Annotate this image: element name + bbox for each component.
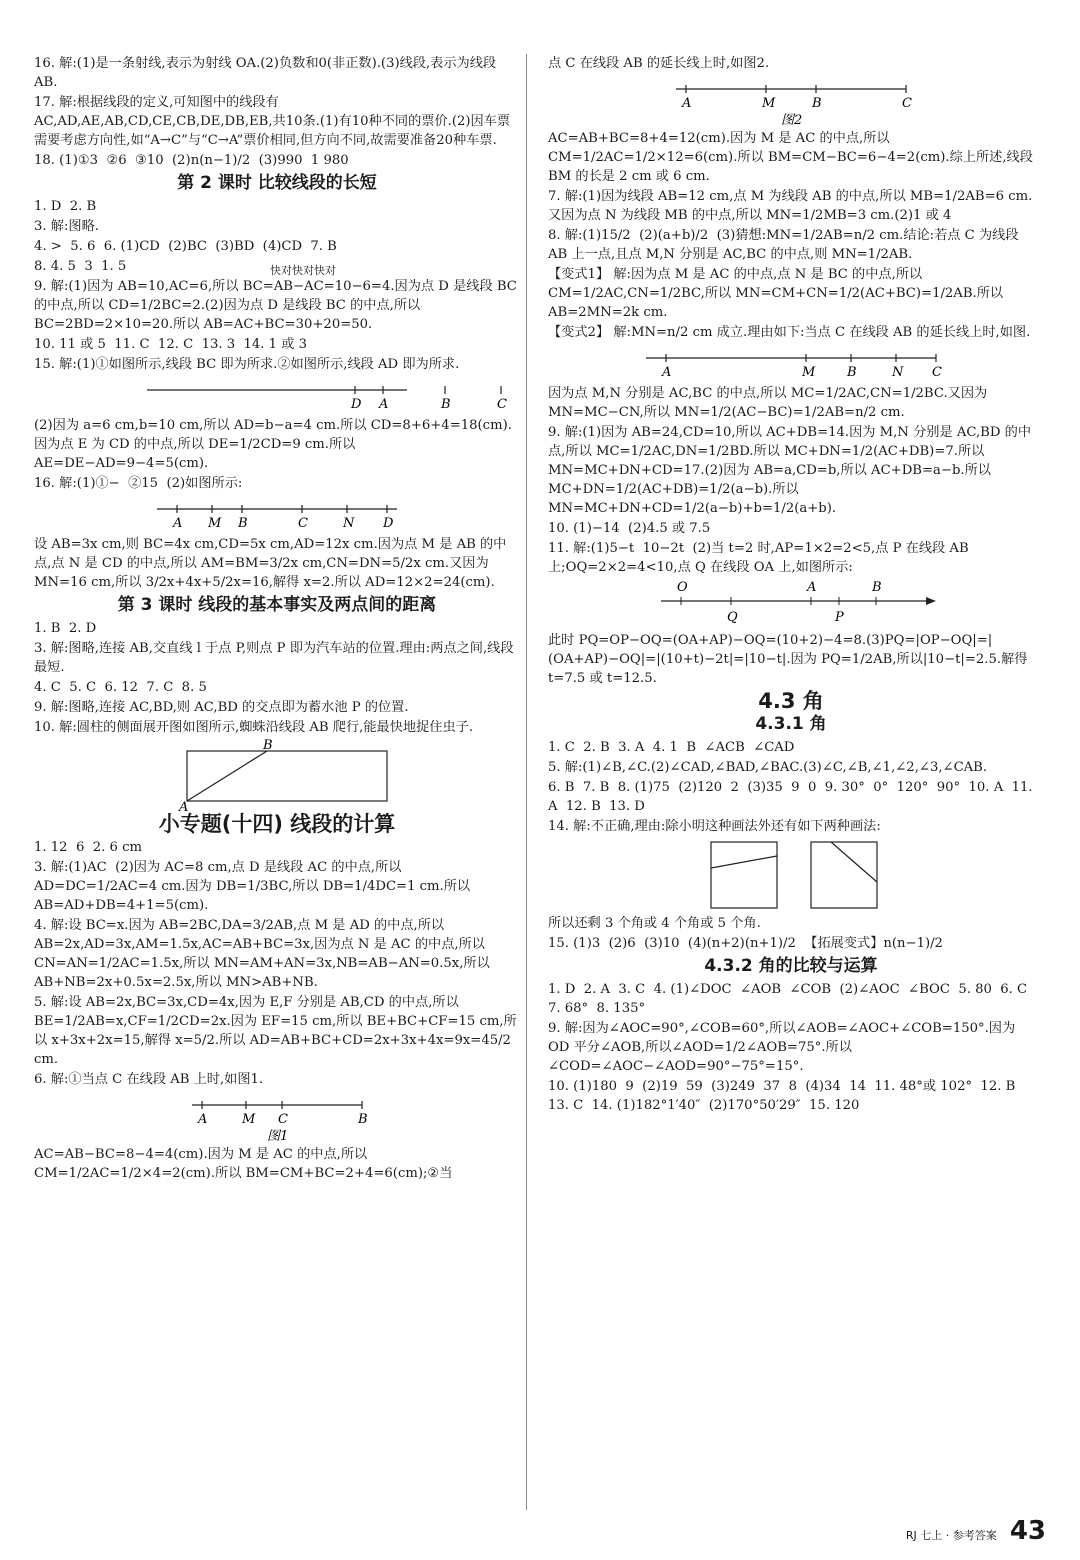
figure-wrapper bbox=[548, 579, 1034, 629]
answer-paragraph: 1. 12 6 2. 6 cm bbox=[34, 840, 142, 855]
point-label: B bbox=[441, 397, 451, 412]
answer-paragraph: 14. 解:不正确,理由:除小明这种画法外还有如下两种画法: bbox=[548, 819, 881, 834]
figure-caption: 图2 bbox=[781, 113, 803, 128]
point-label: N bbox=[343, 516, 355, 531]
fig14-figure bbox=[691, 838, 891, 912]
figure-wrapper bbox=[34, 738, 520, 815]
point-label: D bbox=[351, 397, 362, 412]
section-heading: 小专题(十四) 线段的计算 bbox=[158, 812, 396, 836]
figure-caption: 图1 bbox=[267, 1129, 289, 1144]
fig1-figure bbox=[172, 1091, 382, 1143]
point-label: A bbox=[682, 96, 692, 111]
footer-tag: RJ 七上 · 参考答案 bbox=[905, 1529, 997, 1542]
point-label: P bbox=[835, 610, 844, 625]
right-column bbox=[548, 54, 1038, 1116]
point-label: C bbox=[278, 1112, 288, 1127]
point-label: O bbox=[677, 580, 688, 595]
section-heading: 4.3.2 角的比较与运算 bbox=[704, 956, 878, 976]
point-label: M bbox=[242, 1112, 256, 1127]
answer-paragraph: 10. (1)180 9 (2)19 59 (3)249 37 8 (4)34 14 11. 48°或 102° 12. B 13. C 14. (1)182°1′40″ (2)170°50′29″ 15. 120 bbox=[548, 1079, 1024, 1113]
point-label: B bbox=[812, 96, 822, 111]
point-label: A bbox=[807, 580, 817, 595]
answer-paragraph: 【变式2】 解:MN=n/2 cm 成立.理由如下:当点 C 在线段 AB 的延长线上时,如图. bbox=[548, 325, 1031, 340]
answer-paragraph: 1. B 2. D bbox=[34, 621, 97, 636]
answer-paragraph: 10. 解:圆柱的侧面展开图如图所示,蜘蛛沿线段 AB 爬行,能最快地捉住虫子. bbox=[34, 720, 474, 735]
fig15-figure bbox=[127, 376, 507, 414]
answer-paragraph: AC=AB−BC=8−4=4(cm).因为 M 是 AC 的中点,所以 CM=1/2AC=1/2×4=2(cm).所以 BM=CM+BC=2+4=6(cm);②当 bbox=[34, 1147, 453, 1181]
answer-paragraph: (2)因为 a=6 cm,b=10 cm,所以 AD=b−a=4 cm.所以 CD=8+6+4=18(cm).因为点 E 为 CD 的中点,所以 DE=1/2CD=9 cm.所以 AE=DE−AD=9−4=5(cm). bbox=[34, 418, 512, 471]
answer-paragraph: 所以还剩 3 个角或 4 个角或 5 个角. bbox=[548, 916, 761, 931]
point-label: D bbox=[383, 516, 394, 531]
point-label: A bbox=[173, 516, 183, 531]
point-label: A bbox=[662, 365, 672, 380]
figure-wrapper bbox=[548, 838, 1034, 912]
cylinder-unfolded-rect bbox=[187, 751, 387, 801]
answer-paragraph: 4. 解:设 BC=x.因为 AB=2BC,DA=3/2AB,点 M 是 AD 的中点,所以 AB=2x,AD=3x,AM=1.5x,AC=AB+BC=3x,因为点 N 是 AC 的中点,所以 CN=AN=1/2AC=1.5x,所以 MN=AM+AN=3x,NB=AB−AN=0.5x,所以 AB+NB=2x+0.5x=2.5x,所以 MN>AB+NB. bbox=[34, 918, 494, 990]
point-label: C bbox=[902, 96, 912, 111]
answer-paragraph: 15. (1)3 (2)6 (3)10 (4)(n+2)(n+1)/2 【拓展变式】n(n−1)/2 bbox=[548, 936, 943, 951]
answer-paragraph: 此时 PQ=OP−OQ=(OA+AP)−OQ=(10+2)−4=8.(3)PQ=|OP−OQ|=|(OA+AP)−OQ|=|(10+t)−2t|=|10−t|.因为 PQ=1/2AB,所以|10−t|=2.5.解得 t=7.5 或 t=12.5. bbox=[548, 633, 1032, 686]
answer-paragraph: 点 C 在线段 AB 的延长线上时,如图2. bbox=[548, 56, 770, 71]
point-label: C bbox=[932, 365, 942, 380]
answer-paragraph: 4. > 5. 6 6. (1)CD (2)BC (3)BD (4)CD 7. B bbox=[34, 239, 337, 254]
answer-paragraph: 11. 解:(1)5−t 10−2t (2)当 t=2 时,AP=1×2=2<5,点 P 在线段 AB 上;OQ=2×2=4<10,点 Q 在线段 OA 上,如图所示: bbox=[548, 541, 973, 575]
answer-paragraph: 9. 解:因为∠AOC=90°,∠COB=60°,所以∠AOB=∠AOC+∠COB=150°.因为 OD 平分∠AOB,所以∠AOD=1/2∠AOB=75°.所以∠COD=∠AOC−∠AOD=90°−75°=15°. bbox=[548, 1021, 1020, 1074]
section-heading: 第 2 课时 比较线段的长短 bbox=[177, 173, 377, 193]
page-footer bbox=[906, 1516, 1046, 1546]
answer-paragraph: 4. C 5. C 6. 12 7. C 8. 5 bbox=[34, 680, 207, 695]
left-column bbox=[34, 54, 520, 1184]
figv2-figure bbox=[626, 344, 956, 382]
answer-paragraph: 1. D 2. A 3. C 4. (1)∠DOC ∠AOB ∠COB (2)∠AOC ∠BOC 5. 80 6. C 7. 68° 8. 135° bbox=[548, 982, 1036, 1016]
page-number: 43 bbox=[1009, 1516, 1046, 1546]
answer-paragraph: 8. 4. 5 3 1. 5 bbox=[34, 259, 127, 274]
point-label: B bbox=[872, 580, 882, 595]
answer-paragraph: 5. 解:(1)∠B,∠C.(2)∠CAD,∠BAD,∠BAC.(3)∠C,∠B,∠1,∠2,∠3,∠CAB. bbox=[548, 760, 988, 775]
answer-paragraph: 10. (1)−14 (2)4.5 或 7.5 bbox=[548, 521, 711, 536]
answer-paragraph: 1. C 2. B 3. A 4. 1 B ∠ACB ∠CAD bbox=[548, 740, 795, 755]
figure-wrapper bbox=[34, 495, 520, 533]
answer-paragraph: 15. 解:(1)①如图所示,线段 BC 即为所求.②如图所示,线段 AD 即为所求. bbox=[34, 357, 460, 372]
answer-paragraph: 1. D 2. B bbox=[34, 199, 97, 214]
fig2-figure bbox=[656, 75, 926, 127]
point-label: C bbox=[497, 397, 507, 412]
answer-paragraph: 9. 解:(1)因为 AB=24,CD=10,所以 AC+DB=14.因为 M,N 分别是 AC,BD 的中点,所以 MC=1/2AC,DN=1/2BD.所以 MC+DN=1/2(AC+DB)=7.所以 MN=MC+DN+CD=17.(2)因为 AB=a,CD=b,所以 AC+DB=a−b.所以 MC+DN=1/2(AC+DB)=1/2(a−b).所以 MN=MC+DN+CD=1/2(a−b)+b=1/2(a+b). bbox=[548, 425, 1032, 516]
figure-wrapper bbox=[34, 1091, 520, 1143]
point-label: Q bbox=[727, 610, 738, 625]
answer-paragraph: AC=AB+BC=8+4=12(cm).因为 M 是 AC 的中点,所以 CM=1/2AC=1/2×12=6(cm).所以 BM=CM−BC=6−4=2(cm).综上所述,线段 BM 的长是 2 cm 或 6 cm. bbox=[548, 131, 1038, 184]
answer-paragraph: 因为点 M,N 分别是 AC,BC 的中点,所以 MC=1/2AC,CN=1/2BC.又因为 MN=MC−CN,所以 MN=1/2(AC−BC)=1/2AB=n/2 cm. bbox=[548, 386, 992, 420]
answer-paragraph: 5. 解:设 AB=2x,BC=3x,CD=4x,因为 E,F 分别是 AB,CD 的中点,所以 BE=1/2AB=x,CF=1/2CD=2x.因为 EF=15 cm,所以 BE+BC+CF=15 cm,所以 x+3x+2x=15,解得 x=5/2.所以 AD=AB+BC+CD=2x+3x+4x=9x=45/2 cm. bbox=[34, 995, 517, 1067]
point-label: A bbox=[179, 800, 189, 815]
column-divider bbox=[526, 54, 527, 1510]
point-label: A bbox=[198, 1112, 208, 1127]
answer-paragraph: 9. 解:(1)因为 AB=10,AC=6,所以 BC=AB−AC=10−6=4.因为点 D 是线段 BC 的中点,所以 CD=1/2BC=2.(2)因为点 D 是线段 BC 的中点,所以 BC=2BD=2×10=20.所以 AB=AC+BC=30+20=50. bbox=[34, 279, 522, 332]
fig10-figure bbox=[157, 738, 397, 815]
section-heading: 4.3 角 bbox=[758, 689, 824, 713]
point-label: N bbox=[892, 365, 904, 380]
answer-paragraph: 6. B 7. B 8. (1)75 (2)120 2 (3)35 9 0 9. 30° 0° 120° 90° 10. A 11. A 12. B 13. D bbox=[548, 780, 1037, 814]
answer-paragraph: 10. 11 或 5 11. C 12. C 13. 3 14. 1 或 3 bbox=[34, 337, 308, 352]
answer-paragraph: 设 AB=3x cm,则 BC=4x cm,CD=5x cm,AD=12x cm.因为点 M 是 AB 的中点,点 N 是 CD 的中点,所以 AM=BM=3/2x cm,CN=DN=5/2x cm.又因为 MN=16 cm,所以 3/2x+4x+5/2x=16,解得 x=2.所以 AD=12×2=24(cm). bbox=[34, 537, 507, 590]
answer-paragraph: 16. 解:(1)①− ②15 (2)如图所示: bbox=[34, 476, 243, 491]
point-label: B bbox=[358, 1112, 368, 1127]
answer-paragraph: 【变式1】 解:因为点 M 是 AC 的中点,点 N 是 BC 的中点,所以 CM=1/2AC,CN=1/2BC,所以 MN=CM+CN=1/2(AC+BC)=1/2AB.所以 AB=2MN=2k cm. bbox=[548, 267, 1008, 320]
answer-paragraph: 3. 解:图略. bbox=[34, 219, 99, 234]
answer-paragraph: 9. 解:图略,连接 AC,BD,则 AC,BD 的交点即为蓄水池 P 的位置. bbox=[34, 700, 409, 715]
figure-wrapper bbox=[548, 75, 1034, 127]
answer-paragraph: 3. 解:图略,连接 AB,交直线 l 于点 P,则点 P 即为汽车站的位置.理由:两点之间,线段最短. bbox=[34, 641, 514, 675]
answer-paragraph: 16. 解:(1)是一条射线,表示为射线 OA.(2)负数和0(非正数).(3)线段,表示为线段 AB. bbox=[34, 56, 501, 90]
answer-paragraph: 7. 解:(1)因为线段 AB=12 cm,点 M 为线段 AB 的中点,所以 MB=1/2AB=6 cm.又因为点 N 为线段 MB 的中点,所以 MN=1/2MB=3 cm.(2)1 或 4 bbox=[548, 189, 1033, 223]
point-label: M bbox=[208, 516, 222, 531]
point-label: M bbox=[802, 365, 816, 380]
path-ab-line bbox=[187, 751, 267, 801]
figure-wrapper bbox=[34, 376, 520, 414]
answer-paragraph: 6. 解:①当点 C 在线段 AB 上时,如图1. bbox=[34, 1072, 264, 1087]
point-label: B bbox=[263, 738, 273, 753]
answer-paragraph: 8. 解:(1)15/2 (2)(a+b)/2 (3)猜想:MN=1/2AB=n/2 cm.结论:若点 C 为线段 AB 上一点,且点 M,N 分别是 AC,BC 的中点,则 MN=1/2AB. bbox=[548, 228, 1023, 262]
answer-paragraph: 3. 解:(1)AC (2)因为 AC=8 cm,点 D 是线段 AC 的中点,所以 AD=DC=1/2AC=4 cm.因为 DB=1/3BC,所以 DB=1/4DC=1 cm.所以 AB=AD+DB=4+1=5(cm). bbox=[34, 860, 475, 913]
point-label: A bbox=[379, 397, 389, 412]
answer-paragraph: 18. (1)①3 ②6 ③10 (2)n(n−1)/2 (3)990 1 980 bbox=[34, 153, 349, 168]
fig16-figure bbox=[137, 495, 417, 533]
watermark-text: 快对快对快对 bbox=[270, 264, 336, 277]
point-label: B bbox=[847, 365, 857, 380]
section-heading: 4.3.1 角 bbox=[755, 714, 827, 734]
answer-paragraph: 17. 解:根据线段的定义,可知图中的线段有 AC,AD,AE,AB,CD,CE,CB,DE,DB,EB,共10条.(1)有10种不同的票价.(2)因车票需要考虑方向性,如“A→C”与“C→A”票价相同,但方向不同,故需要准备20种车票. bbox=[34, 95, 511, 148]
point-label: B bbox=[238, 516, 248, 531]
fig11-figure bbox=[641, 579, 941, 629]
figure-wrapper bbox=[548, 344, 1034, 382]
point-label: M bbox=[762, 96, 776, 111]
section-heading: 第 3 课时 线段的基本事实及两点间的距离 bbox=[117, 595, 437, 615]
point-label: C bbox=[298, 516, 308, 531]
